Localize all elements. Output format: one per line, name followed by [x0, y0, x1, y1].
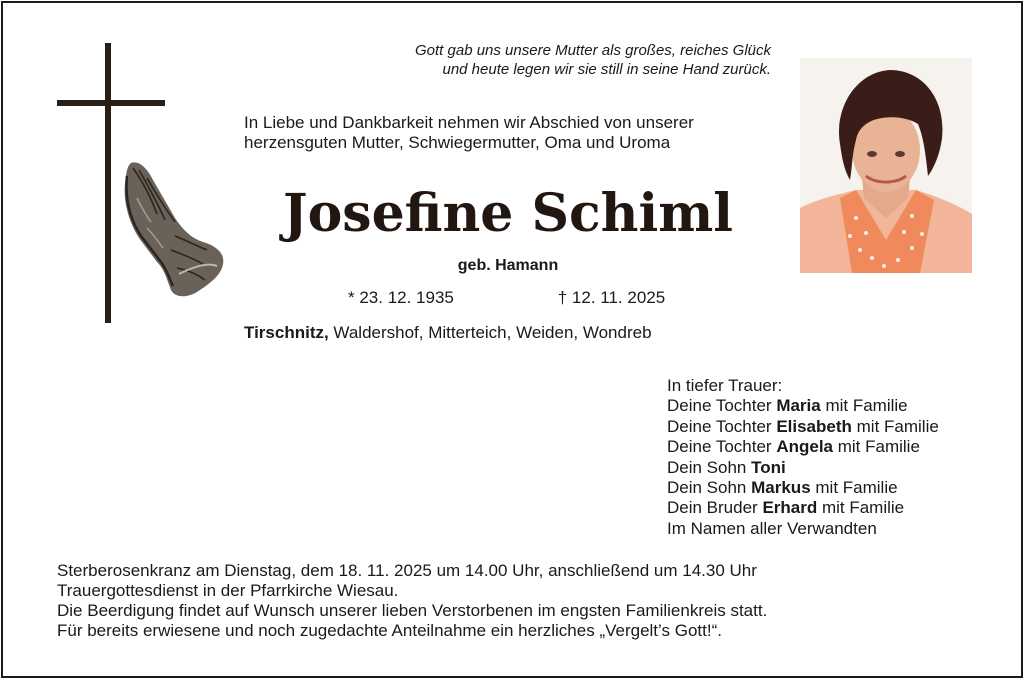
mourner-relation: Dein Bruder: [667, 498, 763, 518]
mourner-relation: Dein Sohn: [667, 478, 752, 498]
mourner-suffix: mit Familie: [851, 416, 939, 436]
mourner-relation: Deine Tochter: [667, 396, 777, 416]
life-dates: [348, 288, 665, 308]
mourner-name: Elisabeth: [776, 416, 852, 436]
intro-line-2: herzensguten Mutter, Schwiegermutter, Oma und Uroma: [244, 133, 671, 152]
mourner-suffix: mit Familie: [820, 396, 908, 416]
place-main: Tirschnitz,: [244, 323, 329, 342]
birth-name: geb. Hamann: [457, 257, 559, 274]
places: [244, 323, 652, 343]
mourner-relation: Dein Sohn: [667, 457, 752, 477]
mourner-name: Toni: [751, 457, 786, 477]
mourner-name: Maria: [776, 396, 821, 416]
intro-text: [244, 113, 694, 153]
mourner-suffix: mit Familie: [833, 437, 920, 457]
footer-line-1: Sterberosenkranz am Dienstag, dem 18. 11. 2025 um 14.00 Uhr, anschließend um 14.30 Uhr: [57, 561, 757, 580]
mourner-name: Angela: [776, 437, 833, 457]
places-other: Waldershof, Mitterteich, Weiden, Wondreb: [328, 323, 652, 342]
praying-hands-icon: [117, 158, 231, 303]
mourner-line: [667, 498, 939, 518]
cross-horizontal-bar: [57, 100, 165, 106]
service-details: [57, 561, 767, 641]
mourner-line: [667, 458, 939, 478]
mourner-line: [667, 417, 939, 437]
cross-vertical-bar: [105, 43, 111, 323]
mourner-relation: Deine Tochter: [667, 437, 777, 457]
mourner-name: Markus: [751, 478, 811, 498]
portrait-photo: [800, 58, 972, 273]
mourner-line: [667, 396, 939, 416]
death-date: † 12. 11. 2025: [557, 288, 666, 307]
quote: [303, 41, 771, 79]
birth-date: * 23. 12. 1935: [348, 288, 454, 307]
deceased-name: Josefine Schiml: [283, 183, 733, 244]
mourner-line: [667, 437, 939, 457]
mourner-relation: Deine Tochter: [667, 416, 777, 436]
mourners-heading: In tiefer Trauer:: [667, 376, 783, 395]
obituary-notice: [1, 1, 1023, 678]
footer-line-4: Für bereits erwiesene und noch zugedachte Anteilnahme ein herzliches „Vergelt’s Gott!“.: [57, 621, 722, 640]
mourners-list: [667, 376, 939, 539]
mourner-suffix: mit Familie: [817, 498, 905, 518]
footer-line-2: Trauergottesdienst in der Pfarrkirche Wiesau.: [57, 581, 399, 600]
quote-line-1: Gott gab uns unsere Mutter als großes, reiches Glück: [415, 42, 771, 59]
mourner-suffix: mit Familie: [810, 478, 898, 498]
mourners-closing: Im Namen aller Verwandten: [667, 518, 877, 538]
mourner-name: Erhard: [762, 498, 818, 518]
footer-line-3: Die Beerdigung findet auf Wunsch unserer lieben Verstorbenen im engsten Familienkreis statt.: [57, 601, 768, 620]
intro-line-1: In Liebe und Dankbarkeit nehmen wir Abschied von unserer: [244, 113, 694, 132]
mourner-line: [667, 478, 939, 498]
quote-line-2: und heute legen wir sie still in seine Hand zurück.: [442, 61, 771, 78]
